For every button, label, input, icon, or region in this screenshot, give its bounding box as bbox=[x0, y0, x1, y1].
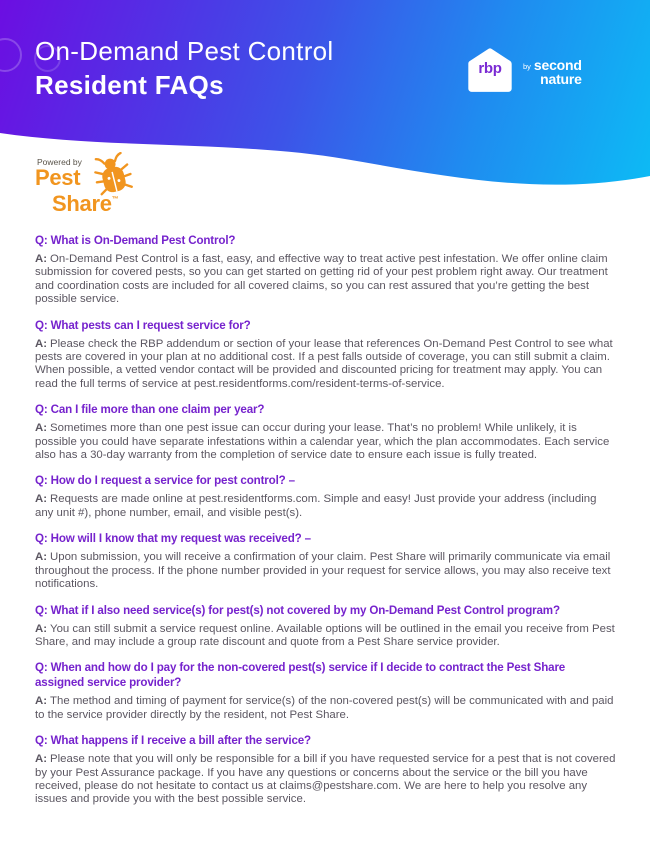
faq-item-1 bbox=[35, 233, 617, 307]
question-text: What if I also need service(s) for pest(s) not covered by my On-Demand Pest Control program? bbox=[50, 603, 560, 617]
pestshare-logo bbox=[35, 153, 175, 219]
question-text: What is On-Demand Pest Control? bbox=[50, 234, 236, 247]
faq-answer bbox=[35, 695, 617, 722]
question-text: How will I know that my request was received? – bbox=[50, 532, 311, 546]
rbp-wordmark: rbp bbox=[478, 60, 502, 77]
faq-item-3 bbox=[35, 402, 617, 462]
question-text: What happens if I receive a bill after the service? bbox=[50, 734, 311, 748]
decorative-ring bbox=[0, 38, 22, 72]
page-subtitle: Resident FAQs bbox=[35, 70, 224, 100]
powered-by-label: Powered by bbox=[37, 157, 82, 167]
question-text: When and how do I pay for the non-covered pest(s) service if I decide to contract the Pest Share assigned service provider? bbox=[35, 661, 566, 690]
byline-by: by bbox=[523, 61, 531, 71]
answer-prefix: A: bbox=[35, 253, 48, 265]
byline-nature: nature bbox=[540, 70, 582, 87]
question-prefix: Q: bbox=[35, 532, 48, 546]
faq-item-7 bbox=[35, 660, 617, 722]
bug-icon bbox=[93, 152, 133, 204]
faq-answer bbox=[35, 551, 617, 591]
answer-prefix: A: bbox=[35, 753, 48, 766]
answer-text: Please note that you will only be responsible for a bill if you have requested service for a pest that is not covered by your Pest Assurance package. If you have any questions or concerns about the service or the bill you have received, please do not hesitate to contact us at claims@pestshare.com. We are here to help you resolve any issues and provide you with the best possible service. bbox=[35, 753, 616, 806]
second-nature-wordmark bbox=[523, 56, 582, 87]
faq-answer bbox=[35, 753, 617, 807]
faq-item-5 bbox=[35, 531, 617, 591]
faq-item-4 bbox=[35, 473, 617, 520]
faq-answer bbox=[35, 338, 617, 392]
faq-item-2 bbox=[35, 318, 617, 392]
trademark-symbol: ™ bbox=[111, 196, 119, 203]
header-titles bbox=[35, 34, 334, 102]
faq-item-8 bbox=[35, 733, 617, 807]
question-prefix: Q: bbox=[35, 318, 48, 332]
answer-text: Please check the RBP addendum or section of your lease that references On-Demand Pest Control to see what pests are covered in your plan at no additional cost. If a pest falls outside of coverage, you can still submit a claim. When possible, a vetted vendor contact will be provided and discounted pricing for treatment may apply. You can read the full terms of service at pest.residentforms.com/resident-terms-of-service. bbox=[35, 337, 613, 390]
faq-answer bbox=[35, 493, 617, 520]
bug-icon-svg bbox=[93, 152, 133, 199]
question-prefix: Q: bbox=[35, 603, 48, 617]
answer-text: The method and timing of payment for service(s) of the non-covered pest(s) will be communicated with and paid to the service provider directly by the resident, not Pest Share. bbox=[35, 695, 614, 721]
faq-question-toggle[interactable] bbox=[35, 531, 617, 546]
answer-text: You can still submit a service request online. Available options will be outlined in the email you receive from Pest Share, and may include a group rate discount and quote from a Pest Share service provider. bbox=[35, 622, 615, 648]
header-banner bbox=[0, 0, 650, 215]
faq-answer bbox=[35, 422, 617, 462]
question-prefix: Q: bbox=[35, 403, 48, 417]
answer-text: Upon submission, you will receive a confirmation of your claim. Pest Share will primarily communicate via email throughout the process. If the phone number provided in your request for service allows, you may also receive text notifications. bbox=[35, 551, 611, 591]
pestshare-share-text: Share bbox=[52, 191, 112, 216]
pestshare-word-pest: Pest bbox=[35, 165, 81, 190]
answer-text: On-Demand Pest Control is a fast, easy, and effective way to treat active pest infestation. We offer online claim submission for covered pests, so you can get started on getting rid of your pest problem right away. Our treatment and coordination costs are included for all covered claims, so you can rest assured that you’re getting the best possible service. bbox=[35, 253, 608, 306]
question-text: Can I file more than one claim per year? bbox=[50, 403, 265, 417]
faq-answer bbox=[35, 253, 617, 307]
faq-question bbox=[35, 402, 617, 417]
answer-prefix: A: bbox=[35, 551, 48, 564]
faq-question bbox=[35, 733, 617, 748]
question-prefix: Q: bbox=[35, 474, 48, 488]
byline-second: second bbox=[533, 56, 582, 73]
answer-text: Requests are made online at pest.residentforms.com. Simple and easy! Just provide your address (including any unit #), phone number, email, and visible pest(s). bbox=[35, 493, 597, 519]
faq-question bbox=[35, 318, 617, 333]
answer-prefix: A: bbox=[35, 622, 48, 635]
faq-item-6 bbox=[35, 603, 617, 650]
question-prefix: Q: bbox=[35, 661, 48, 675]
faq-answer bbox=[35, 623, 617, 650]
faq-question bbox=[35, 603, 617, 618]
answer-text: Sometimes more than one pest issue can occur during your lease. That’s no problem! While unlikely, it is possible you could have separate infestations within a calendar year, which the plan accommodates. Each service also has a 30-day warranty from the completion of service date to ensure each issue is fully treated. bbox=[35, 422, 610, 462]
faq-question bbox=[35, 660, 617, 690]
question-prefix: Q: bbox=[35, 234, 48, 247]
faq-question-toggle[interactable] bbox=[35, 473, 617, 488]
question-text: How do I request a service for pest control? – bbox=[50, 474, 295, 488]
answer-prefix: A: bbox=[35, 695, 48, 708]
rbp-house-icon bbox=[466, 47, 514, 97]
question-prefix: Q: bbox=[35, 734, 48, 748]
answer-prefix: A: bbox=[35, 422, 48, 435]
answer-prefix: A: bbox=[35, 493, 48, 506]
faq-list bbox=[0, 215, 650, 841]
page-title: On-Demand Pest Control bbox=[35, 36, 334, 66]
faq-question bbox=[35, 233, 617, 248]
rbp-second-nature-logo bbox=[466, 47, 582, 97]
question-text: What pests can I request service for? bbox=[50, 318, 251, 332]
answer-prefix: A: bbox=[35, 337, 48, 350]
